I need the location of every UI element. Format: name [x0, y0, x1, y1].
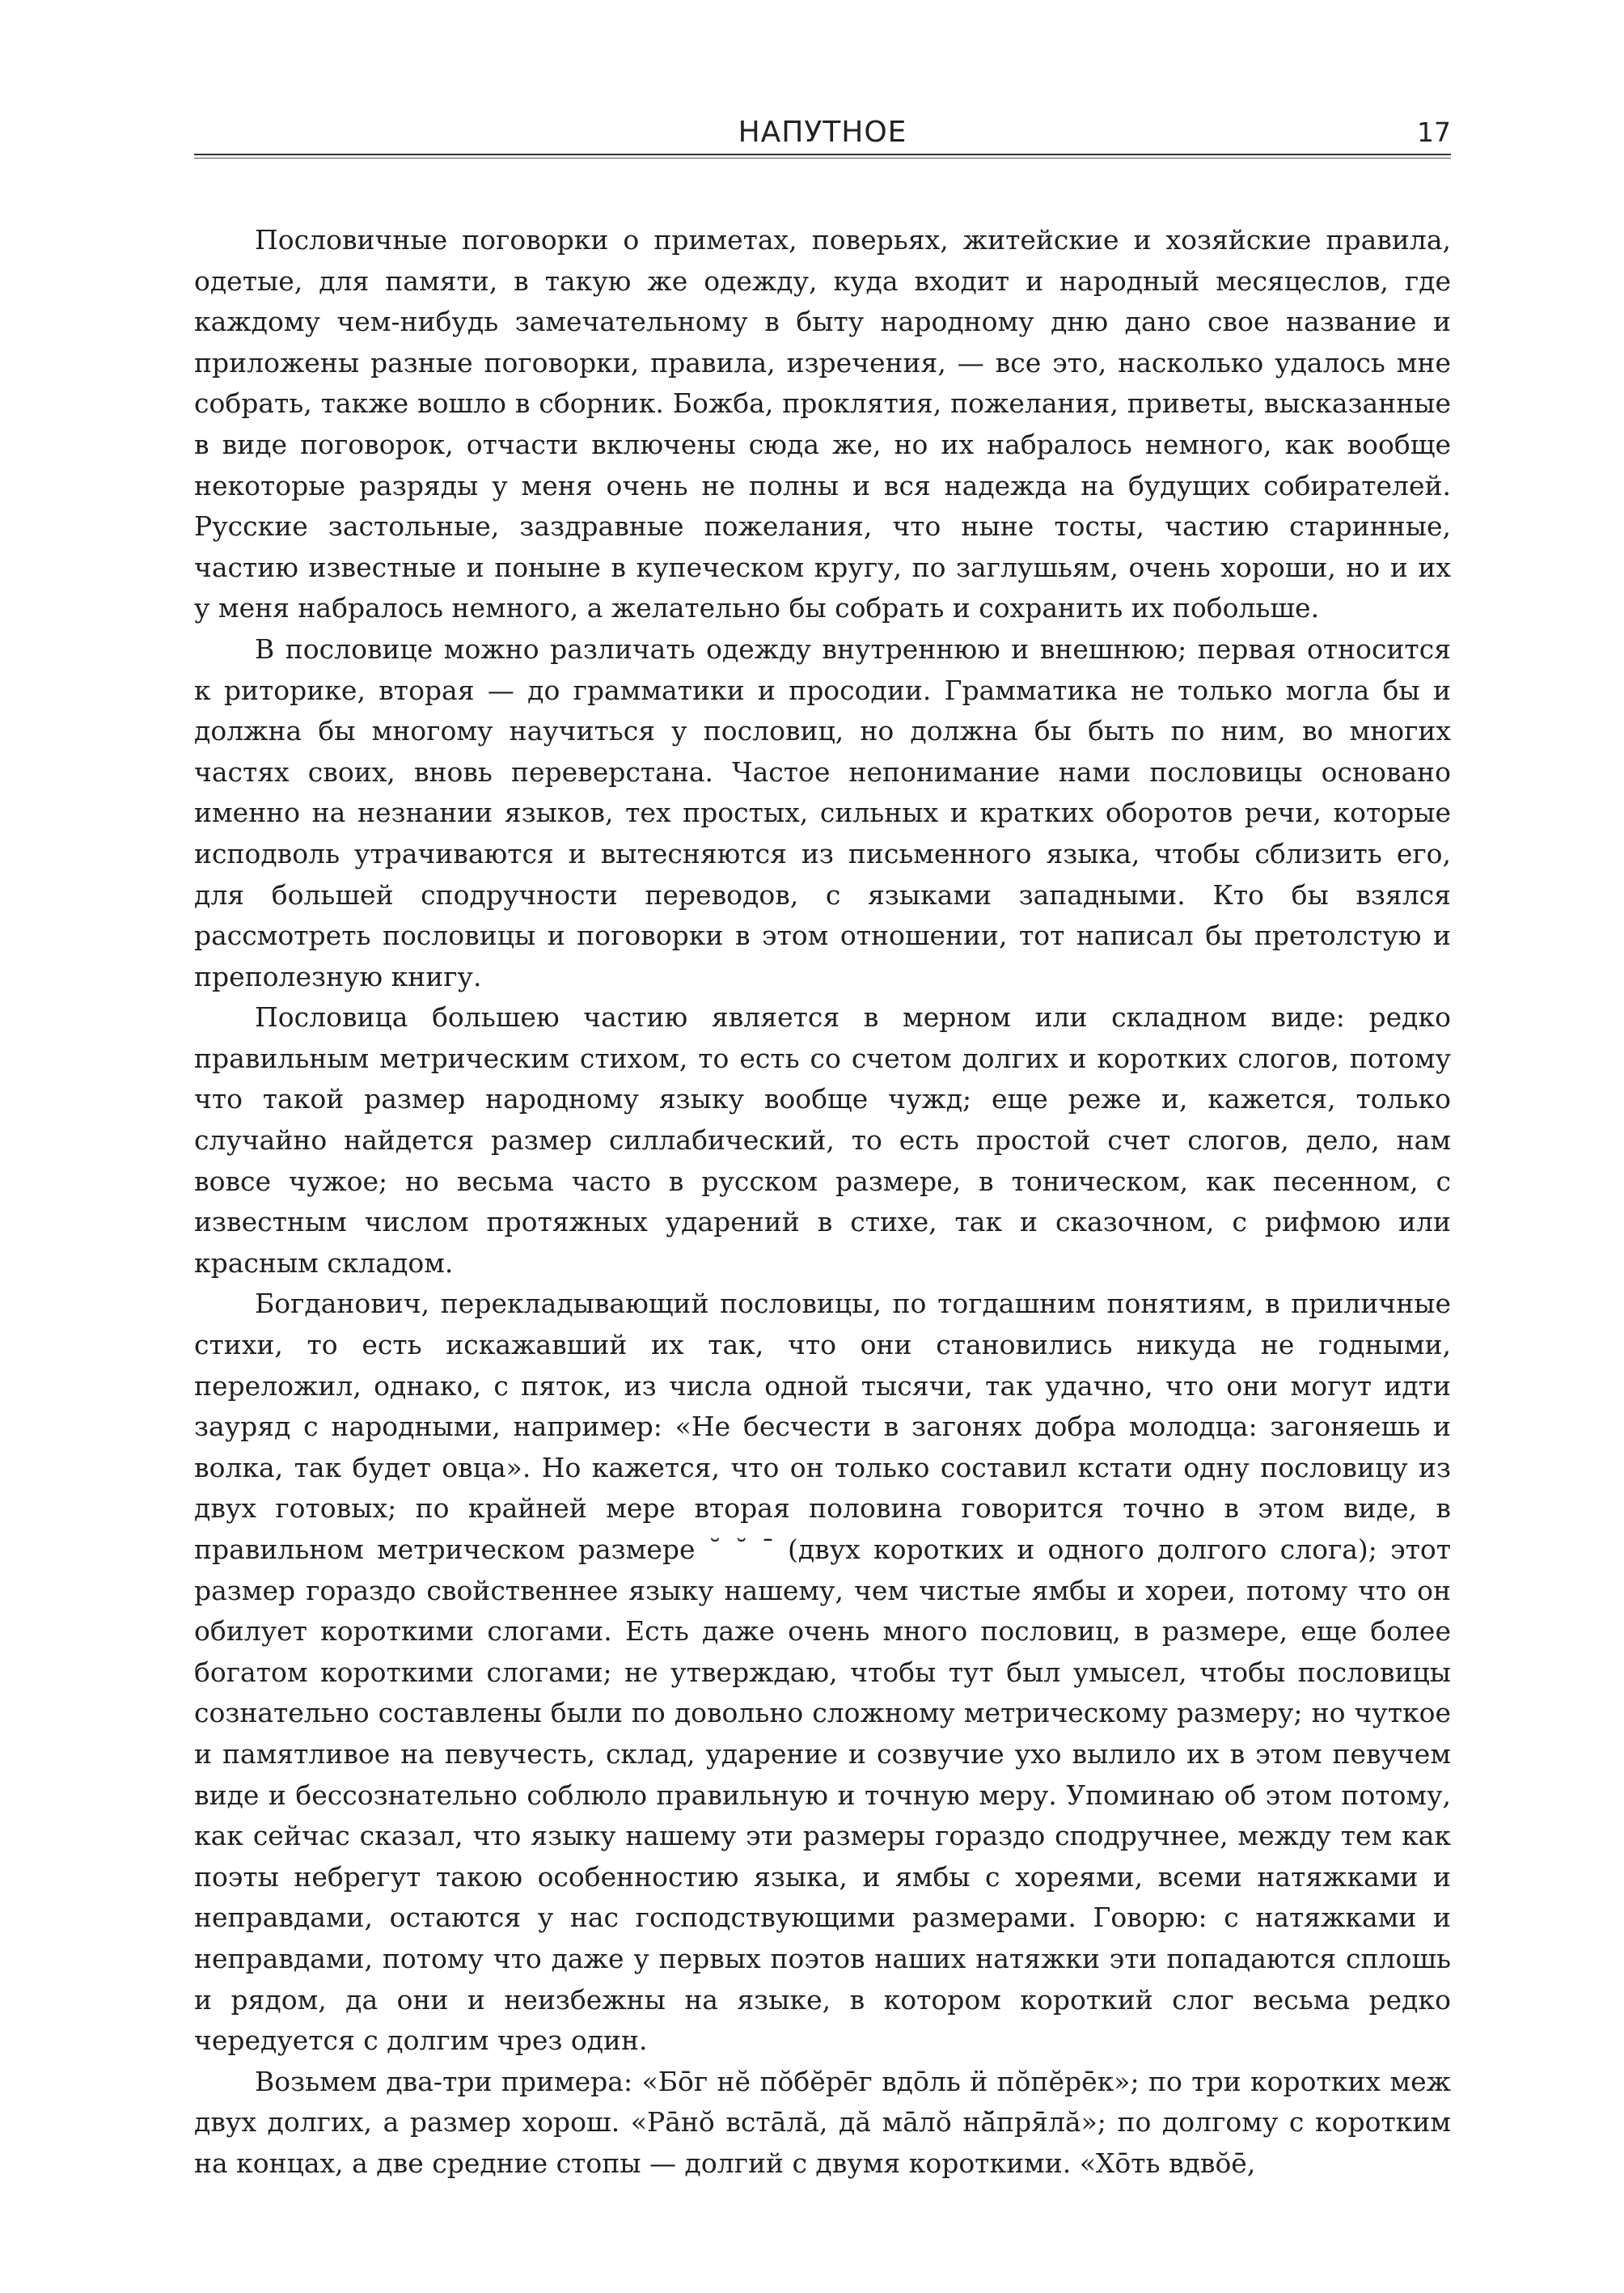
body-text — [194, 220, 1451, 2185]
paragraph: Возьмем два-три примера: «Бо̄г нĕ пŏбĕре̄г вдо̄ль ӥ пŏпĕре̄к»; по три коротких меж двух долгих, а размер хорош. «Ра̄нŏ вста̄лă, дă ма̄лŏ нă̆пря̄лă»; по долгому с коротким на концах, а две средние стопы — долгий с двумя короткими. «Хо̄ть вдвŏе̄, — [194, 2065, 1451, 2179]
header-rule — [194, 154, 1451, 155]
page-number: 17 — [1417, 116, 1451, 148]
paragraph: Пословица большею частию является в мерном или складном виде: редко правильным метрическим стихом, то есть со счетом долгих и коротких слогов, потому что такой размер народному языку вообще чужд; еще реже и, кажется, только случайно найдется размер силлабический, то есть простой счет слогов, дело, нам вовсе чужое; но весьма часто в русском размере, в тоническом, как песенном, с известным числом протяжных ударений в стихе, так и сказочном, с рифмою или красным складом. — [194, 1001, 1451, 1279]
running-title: НАПУТНОЕ — [738, 116, 907, 149]
paragraph: В пословице можно различать одежду внутреннюю и внешнюю; первая относится к риторике, вторая — до грамматики и просодии. Грамматика не только могла бы и должна бы многому научиться у пословиц, но должна бы быть по ним, во многих частях своих, вновь переверстана. Частое непонимание нами пословицы основано именно на незнании языков, тех простых, сильных и кратких оборотов речи, которые исподволь утрачиваются и вытесняются из письменного языка, чтобы сблизить его, для большей сподручности переводов, с языками западными. Кто бы взялся рассмотреть пословицы и поговорки в этом отношении, тот написал бы претолстую и преполезную книгу. — [194, 632, 1451, 992]
paragraph: Богданович, перекладывающий пословицы, по тогдашним понятиям, в приличные стихи, то есть искажавший их так, что они становились никуда не годными, переложил, однако, с пяток, из числа одной тысячи, так удачно, что они могут идти зауряд с народными, например: «Не бесчести в загонях добра молодца: загоняешь и волка, так будет овца». Но кажется, что он только составил кстати одну пословицу из двух готовых; по крайней мере вторая половина говорится точно в этом виде, в правильном метрическом размере ˘ ˘ ¯ (двух коротких и одного долгого слога); этот размер гораздо свойственнее языку нашему, чем чистые ямбы и хореи, потому что он обилует короткими слогами. Есть даже очень много пословиц, в размере, еще более богатом короткими слогами; не утверждаю, чтобы тут был умысел, чтобы пословицы сознательно составлены были по довольно сложному метрическому размеру; но чуткое и памятливое на певучесть, склад, ударение и созвучие ухо вылило их в этом певучем виде и бессознательно соблюло правильную и точную меру. Упоминаю об этом потому, как сейчас сказал, что языку нашему эти размеры гораздо сподручнее, между тем как поэты небрегут такою особенностию языка, и ямбы с хореями, всеми натяжками и неправдами, остаются у нас господствующими размерами. Говорю: с натяжками и неправдами, потому что даже у первых поэтов наших натяжки эти попадаются сплошь и рядом, да они и неизбежны на языке, в котором короткий слог весьма редко чередуется с долгим чрез один. — [194, 1288, 1451, 2057]
header-rule-thin — [194, 158, 1451, 159]
running-header — [194, 115, 1451, 154]
paragraph: Пословичные поговорки о приметах, поверьях, житейские и хозяйские правила, одетые, для памяти, в такую же одежду, куда входит и народный месяцеслов, где каждому чем-нибудь замечательному в быту народному дню дано свое название и приложены разные поговорки, правила, изречения, — все это, насколько удалось мне собрать, также вошло в сборник. Божба, проклятия, пожелания, приветы, высказанные в виде поговорок, отчасти включены сюда же, но их набралось немного, как вообще некоторые разряды у меня очень не полны и вся надежда на будущих собирателей. Русские застольные, заздравные пожелания, что ныне тосты, частию старинные, частию известные и поныне в купеческом кругу, по заглушьям, очень хороши, но и их у меня набралось немного, а желательно бы собрать и сохранить их побольше. — [194, 224, 1451, 624]
